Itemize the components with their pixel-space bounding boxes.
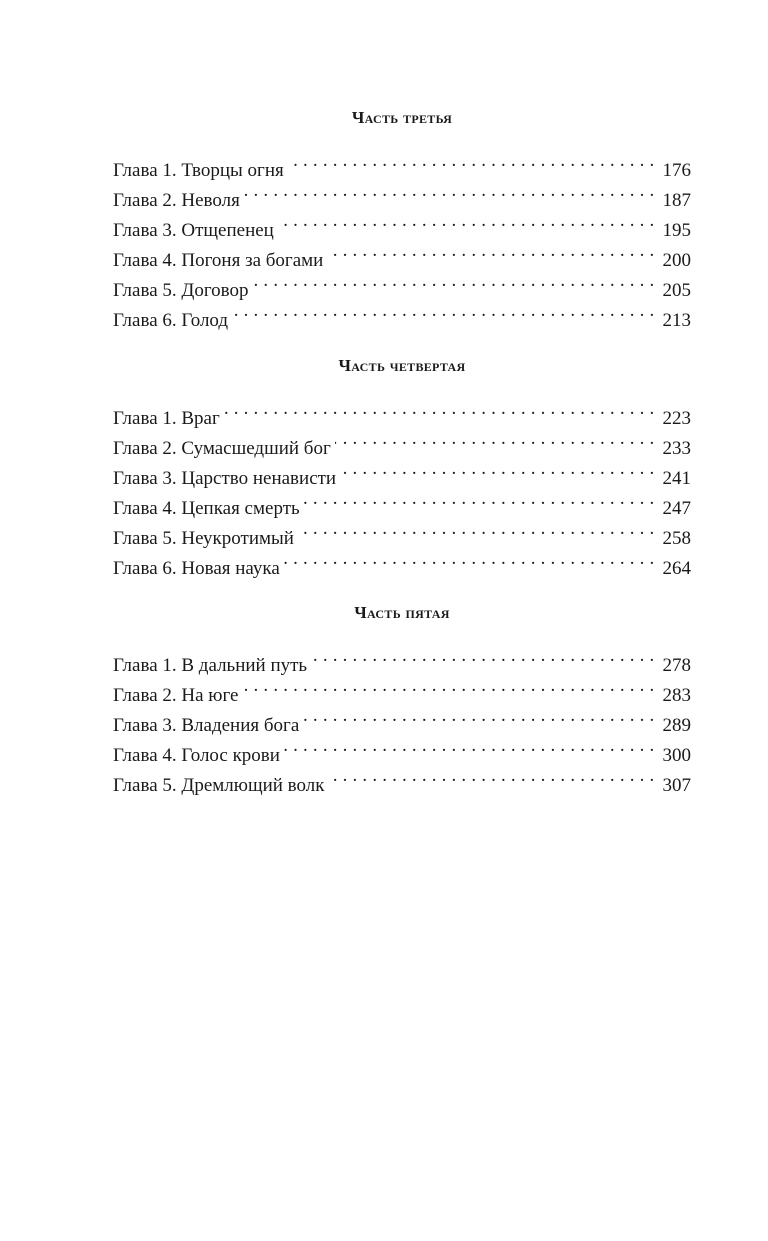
dot-leader (288, 146, 655, 176)
dot-leader (242, 671, 654, 701)
chapter-title: Глава 3. Отщепенец (113, 220, 274, 241)
page-number: 176 (662, 160, 691, 181)
chapter-title: Глава 1. В дальний путь (113, 655, 308, 676)
page-number: 195 (662, 220, 691, 241)
dot-leader (224, 394, 655, 424)
chapter-title: Глава 3. Царство ненависти (113, 468, 337, 489)
dot-leader (232, 296, 654, 326)
page-number: 278 (662, 655, 691, 676)
page-number: 233 (662, 438, 691, 459)
dot-leader (284, 544, 655, 574)
part-title: Часть пятая (354, 603, 450, 622)
chapter-title: Глава 4. Погоня за богами (113, 250, 324, 271)
page-number: 205 (662, 280, 691, 301)
dot-leader (311, 641, 654, 671)
chapter-title: Глава 4. Цепкая смерть (113, 498, 300, 519)
dot-leader (298, 514, 655, 544)
toc-entry (113, 146, 691, 181)
toc-entry (113, 394, 691, 429)
toc-section-part-four (113, 355, 691, 579)
chapter-list (113, 146, 691, 331)
page-number: 223 (662, 408, 691, 429)
dot-leader (278, 206, 655, 236)
chapter-title: Глава 2. Неволя (113, 190, 240, 211)
toc-section-part-three (113, 107, 691, 331)
dot-leader (253, 266, 655, 296)
chapter-title: Глава 3. Владения бога (113, 715, 300, 736)
chapter-title: Глава 6. Новая наука (113, 558, 280, 579)
toc-section-part-five (113, 602, 691, 796)
page-number: 258 (662, 528, 691, 549)
page-number: 264 (662, 558, 691, 579)
page-number: 247 (662, 498, 691, 519)
page-number: 241 (662, 468, 691, 489)
chapter-title: Глава 6. Голод (113, 310, 229, 331)
dot-leader (244, 176, 655, 206)
dot-leader (303, 701, 654, 731)
dot-leader (340, 454, 654, 484)
chapter-title: Глава 4. Голос крови (113, 745, 280, 766)
chapter-title: Глава 5. Неукротимый (113, 528, 294, 549)
page-number: 300 (662, 745, 691, 766)
chapter-list (113, 394, 691, 579)
page-number: 307 (662, 775, 691, 796)
page-number: 200 (662, 250, 691, 271)
part-title: Часть четвертая (338, 356, 466, 375)
page-number: 289 (662, 715, 691, 736)
chapter-title: Глава 5. Дремлющий волк (113, 775, 325, 796)
page-number: 213 (662, 310, 691, 331)
toc-entry (113, 641, 691, 676)
chapter-title: Глава 5. Договор (113, 280, 249, 301)
dot-leader (329, 761, 655, 791)
dot-leader (304, 484, 655, 514)
dot-leader (335, 424, 655, 454)
page-number: 187 (662, 190, 691, 211)
chapter-title: Глава 1. Творцы огня (113, 160, 284, 181)
dot-leader (327, 236, 654, 266)
chapter-title: Глава 1. Враг (113, 408, 220, 429)
chapter-title: Глава 2. На юге (113, 685, 239, 706)
dot-leader (284, 731, 655, 761)
part-title: Часть третья (351, 108, 453, 127)
chapter-title: Глава 2. Сумасшедший бог (113, 438, 331, 459)
page-number: 283 (662, 685, 691, 706)
chapter-list (113, 641, 691, 796)
